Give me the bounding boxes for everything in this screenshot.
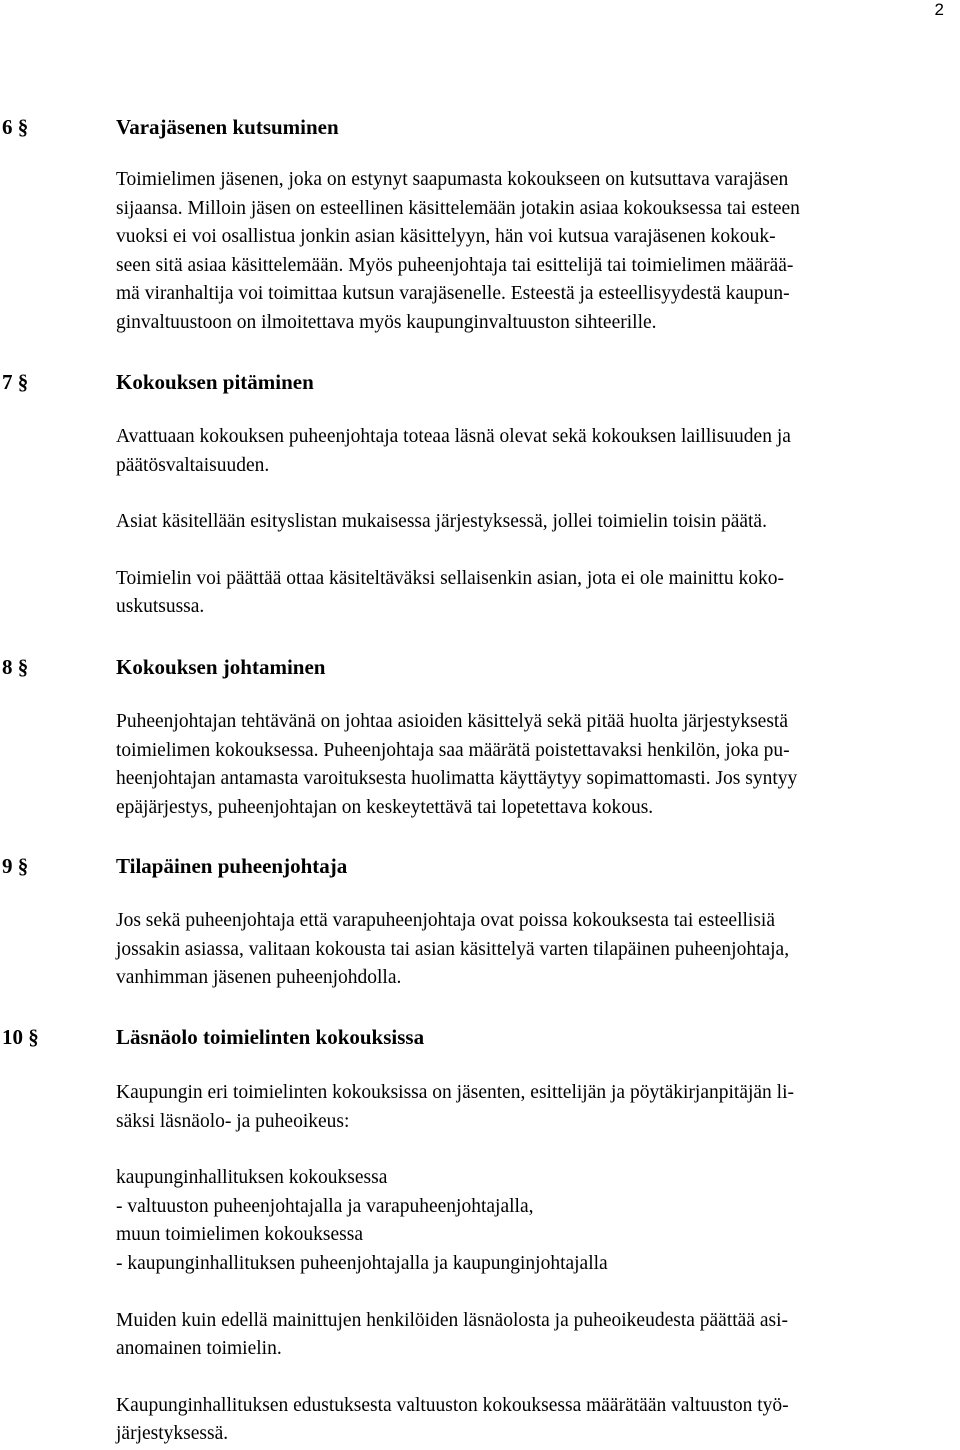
text-line: mä viranhaltija voi toimittaa kutsun varajäsenelle. Esteestä ja esteellisyydestä kaupun-	[116, 283, 790, 305]
text-line: Muiden kuin edellä mainittujen henkilöiden läsnäolosta ja puheoikeudesta päättää asi-	[116, 1309, 789, 1331]
text-line: kaupunginhallituksen kokouksessa	[116, 1167, 388, 1189]
text-line: - kaupunginhallituksen puheenjohtajalla ja kaupunginjohtajalla	[116, 1252, 608, 1274]
text-line: säksi läsnäolo- ja puheoikeus:	[116, 1110, 350, 1132]
section-number: 7 §	[2, 370, 29, 394]
section-title: Läsnäolo toimielinten kokouksissa	[116, 1025, 425, 1049]
section-9	[0, 853, 960, 879]
section-heading	[0, 369, 960, 395]
text-line: järjestyksessä.	[116, 1423, 229, 1445]
paragraph	[116, 907, 954, 993]
text-line: anomainen toimielin.	[116, 1338, 282, 1360]
paragraph	[116, 508, 954, 537]
text-line: Kaupungin eri toimielinten kokouksissa on jäsenten, esittelijän ja pöytäkirjanpitäjän li-	[116, 1082, 795, 1103]
section-heading	[0, 1024, 960, 1050]
text-line: vuoksi ei voi osallistua jonkin asian käsittelyyn, hän voi kutsua varajäsenen kokouk-	[116, 226, 776, 248]
text-line: sijaansa. Milloin jäsen on esteellinen käsittelemään jotakin asiaa kokouksessa tai esteen	[116, 197, 800, 219]
paragraph	[116, 1392, 954, 1449]
text-line: päätösvaltaisuuden.	[116, 454, 270, 476]
text-line: vanhimman jäsenen puheenjohdolla.	[116, 967, 402, 989]
text-line: Kaupunginhallituksen edustuksesta valtuuston kokouksessa määrätään valtuuston työ-	[116, 1394, 789, 1416]
section-title: Kokouksen pitäminen	[116, 370, 314, 394]
text-line: toimielimen kokouksessa. Puheenjohtaja saa määrätä poistettavaksi henkilön, joka pu-	[116, 739, 790, 761]
section-heading	[0, 853, 960, 879]
text-line: jossakin asiassa, valitaan kokousta tai asian käsittelyä varten tilapäinen puheenjohtaja,	[116, 938, 790, 960]
section-heading	[0, 654, 960, 680]
paragraph	[116, 565, 954, 622]
text-line: Toimielin voi päättää ottaa käsiteltäväksi sellaisenkin asian, jota ei ole mainittu koko-	[116, 567, 784, 589]
section-number: 6 §	[2, 115, 29, 139]
section-number: 8 §	[2, 655, 29, 679]
page-number: 2	[934, 0, 944, 19]
section-heading	[0, 114, 960, 140]
text-line: - valtuuston puheenjohtajalla ja varapuheenjohtajalla,	[116, 1195, 534, 1217]
text-line: seen sitä asiaa käsittelemään. Myös puheenjohtaja tai esittelijä tai toimielimen määrää-	[116, 254, 794, 276]
section-6	[0, 114, 960, 140]
paragraph	[116, 1079, 954, 1136]
section-8	[0, 654, 960, 680]
text-line: Jos sekä puheenjohtaja että varapuheenjohtaja ovat poissa kokouksesta tai esteellisiä	[116, 910, 776, 931]
paragraph	[116, 423, 954, 480]
text-line: heenjohtajan antamasta varoituksesta huolimatta käyttäytyy sopimattomasti. Jos syntyy	[116, 768, 798, 790]
text-line: ginvaltuustoon on ilmoitettava myös kaupunginvaltuuston sihteerille.	[116, 311, 657, 333]
section-6-body	[116, 166, 954, 338]
text-line: Asiat käsitellään esityslistan mukaisessa järjestyksessä, jollei toimielin toisin päätä.	[116, 511, 767, 533]
section-number: 10 §	[2, 1025, 39, 1049]
text-line: muun toimielimen kokouksessa	[116, 1224, 363, 1246]
section-10-body	[116, 1079, 954, 1449]
text-line: Puheenjohtajan tehtävänä on johtaa asioiden käsittelyä sekä pitää huolta järjestyksestä	[116, 711, 788, 732]
text-line: Toimielimen jäsenen, joka on estynyt saapumasta kokoukseen on kutsuttava varajäsen	[116, 169, 789, 190]
paragraph	[116, 1164, 954, 1278]
paragraph	[116, 1307, 954, 1364]
section-7	[0, 369, 960, 395]
text-line: uskutsussa.	[116, 596, 205, 618]
paragraph	[116, 166, 954, 338]
section-10	[0, 1024, 960, 1050]
section-8-body	[116, 708, 954, 822]
section-title: Kokouksen johtaminen	[116, 655, 326, 679]
paragraph	[116, 708, 954, 822]
section-number: 9 §	[2, 854, 29, 878]
section-7-body	[116, 423, 954, 622]
text-line: epäjärjestys, puheenjohtajan on keskeytettävä tai lopetettava kokous.	[116, 796, 654, 818]
section-title: Varajäsenen kutsuminen	[116, 115, 339, 139]
text-line: Avattuaan kokouksen puheenjohtaja toteaa läsnä olevat sekä kokouksen laillisuuden ja	[116, 426, 791, 447]
section-9-body	[116, 907, 954, 993]
section-title: Tilapäinen puheenjohtaja	[116, 854, 348, 878]
